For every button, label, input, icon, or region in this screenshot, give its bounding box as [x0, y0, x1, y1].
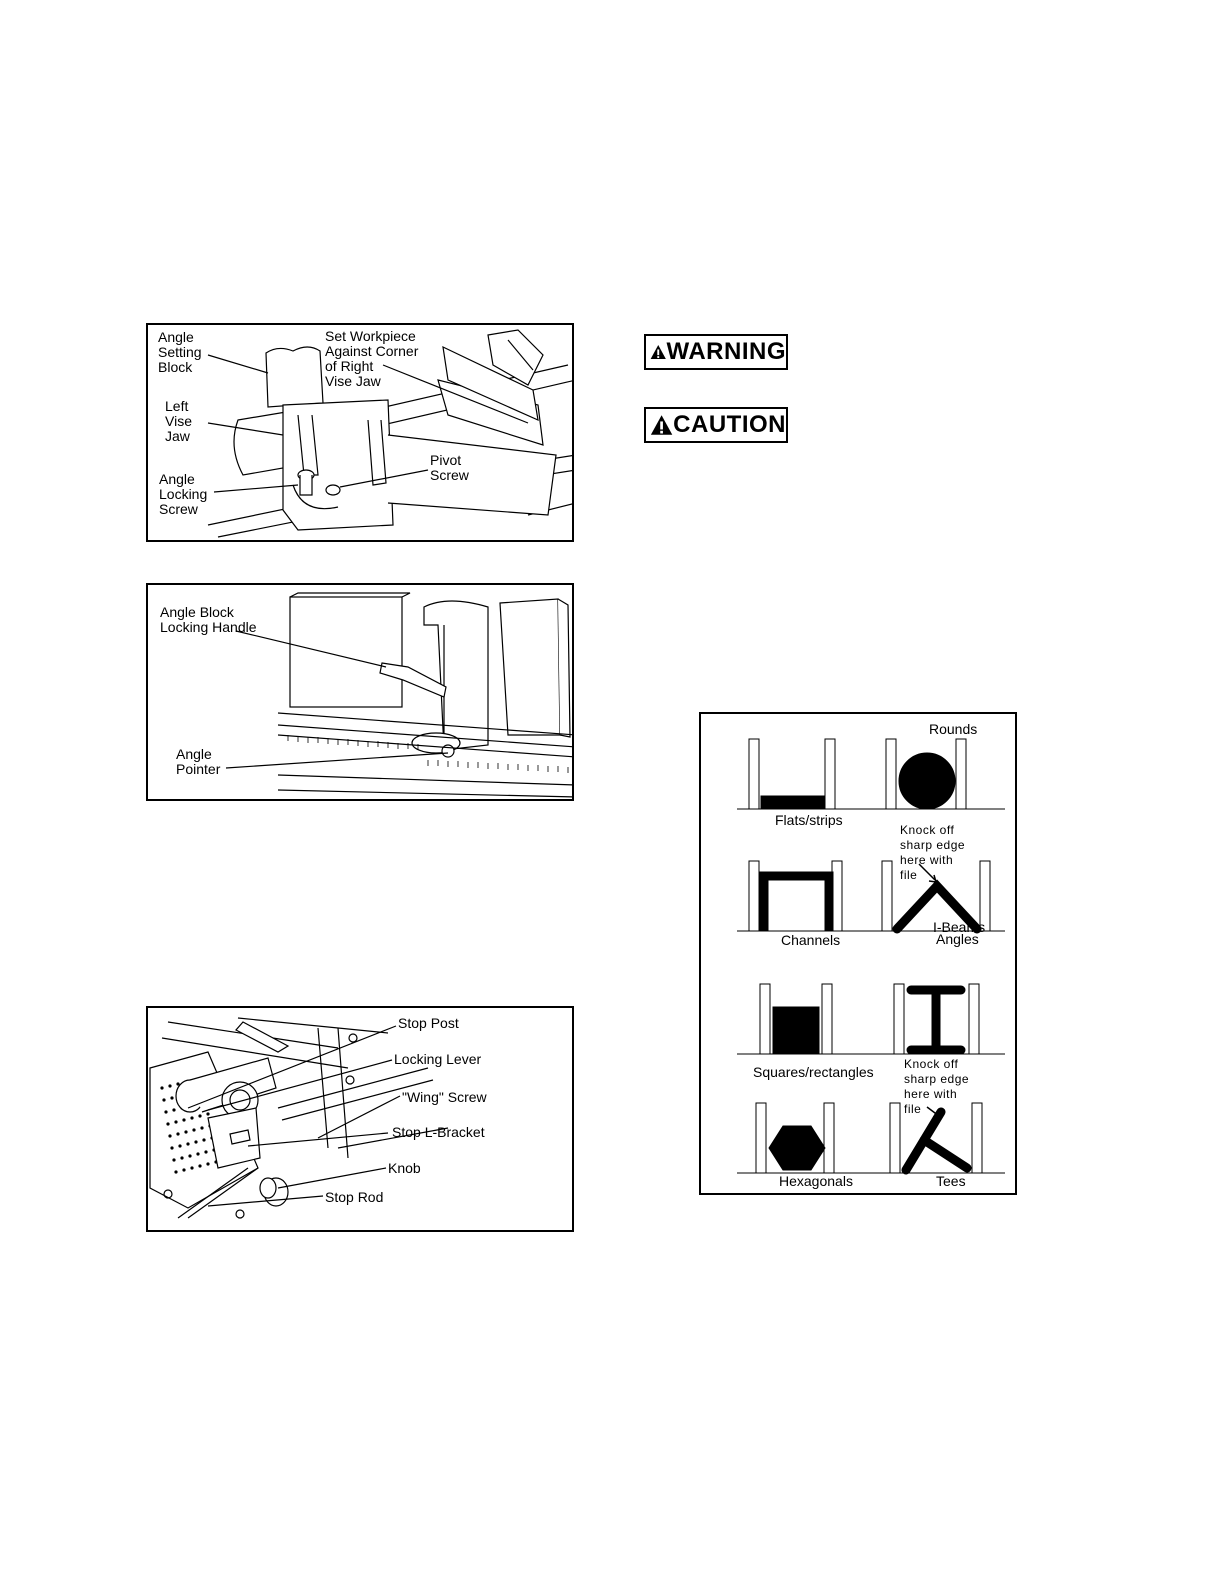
- left-vise-jaw-label: Left Vise Jaw: [165, 398, 192, 444]
- stop-assembly-figure: [146, 1006, 574, 1232]
- warning-text: WARNING: [666, 338, 786, 365]
- knock-off-label-2: Knock off sharp edge here with file: [904, 1057, 970, 1116]
- material-shapes-drawing: [701, 714, 1017, 1195]
- rounds-label: Rounds: [929, 721, 978, 737]
- knock-off-label-1: Knock off sharp edge here with file: [900, 823, 966, 882]
- knob-label: Knob: [388, 1160, 421, 1176]
- squares-label: Squares/rectangles: [753, 1064, 874, 1080]
- warning-label-box: [644, 334, 788, 370]
- tees-label: Tees: [936, 1173, 966, 1189]
- stop-post-label: Stop Post: [398, 1015, 459, 1031]
- angle-locking-screw-label: Angle Locking Screw: [159, 471, 208, 517]
- flats-label: Flats/strips: [775, 812, 843, 828]
- material-shapes-figure: [699, 712, 1017, 1195]
- angle-pointer-label: Angle Pointer: [176, 746, 221, 777]
- ibeams-label: I-Beams: [933, 919, 986, 935]
- set-workpiece-label: Set Workpiece Against Corner of Right Vise Jaw: [325, 328, 419, 389]
- vise-angle-figure: [146, 323, 574, 542]
- locking-handle-label: Angle Block Locking Handle: [160, 604, 257, 635]
- locking-lever-label: Locking Lever: [394, 1051, 482, 1067]
- wing-screw-label: "Wing" Screw: [402, 1089, 487, 1105]
- warning-triangle-icon: [650, 339, 667, 365]
- angles-label: Angles: [936, 931, 979, 947]
- stop-rod-label: Stop Rod: [325, 1189, 384, 1205]
- stop-l-bracket-label: Stop L-Bracket: [392, 1124, 485, 1140]
- channels-label: Channels: [781, 932, 841, 948]
- angle-setting-block-label: Angle Setting Block: [158, 329, 202, 375]
- hexagonals-label: Hexagonals: [779, 1173, 853, 1189]
- caution-label-box: [644, 407, 788, 443]
- pivot-screw-label: Pivot Screw: [430, 452, 469, 483]
- caution-triangle-icon: [650, 412, 673, 438]
- angle-block-figure: [146, 583, 574, 801]
- caution-text: CAUTION: [673, 411, 786, 438]
